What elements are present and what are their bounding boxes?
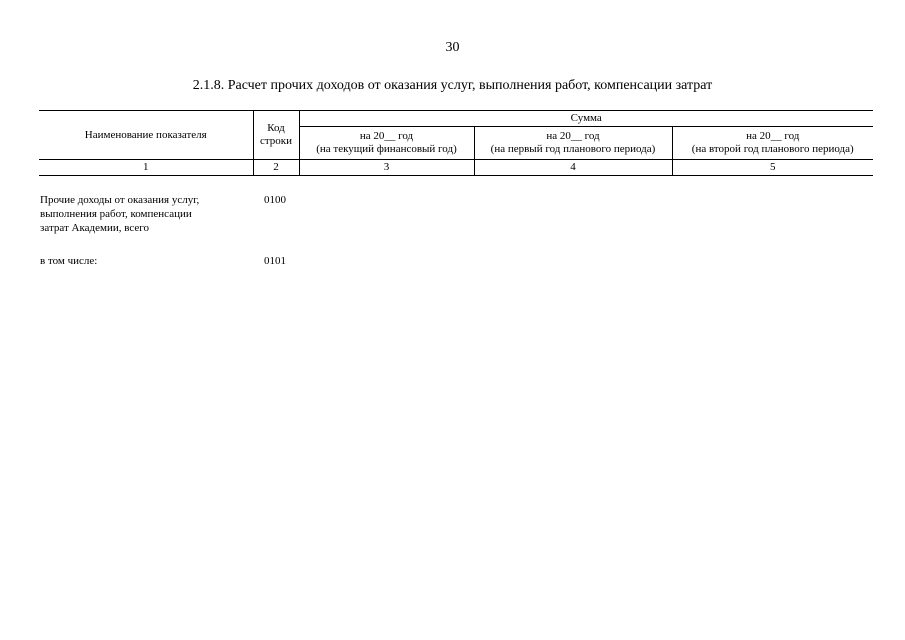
row-code: 0101	[264, 255, 286, 267]
header-col-sum: Сумма	[299, 111, 873, 127]
header-col4	[474, 127, 672, 160]
header-num-5: 5	[672, 160, 873, 176]
header-num-2: 2	[253, 160, 299, 176]
table-header	[39, 110, 873, 176]
header-col-name: Наименование показателя	[39, 111, 253, 160]
header-col4-line2: (на первый год планового периода)	[490, 143, 656, 155]
header-col5-line2: (на второй год планового периода)	[691, 143, 854, 155]
row-code: 0100	[264, 194, 286, 206]
header-col-code-line1: Код	[267, 122, 285, 134]
row-label	[40, 193, 199, 235]
header-col-code	[253, 111, 299, 160]
row-label: в том числе:	[40, 255, 98, 267]
header-col-code-line2: строки	[259, 135, 293, 147]
row-label-line2: выполнения работ, компенсации	[40, 208, 192, 220]
header-num-4: 4	[474, 160, 672, 176]
header-col3	[299, 127, 474, 160]
header-col5-line1: на 20__ год	[746, 130, 800, 142]
section-title: 2.1.8. Расчет прочих доходов от оказания услуг, выполнения работ, компенсации затрат	[192, 78, 713, 93]
header-col4-line1: на 20__ год	[546, 130, 600, 142]
header-col3-line2: (на текущий финансовый год)	[316, 143, 457, 155]
row-label-line3: затрат Академии, всего	[40, 222, 150, 234]
header-col5	[672, 127, 873, 160]
header-num-1: 1	[39, 160, 253, 176]
header-num-3: 3	[299, 160, 474, 176]
header-col3-line1: на 20__ год	[359, 130, 414, 142]
row-label-line1: Прочие доходы от оказания услуг,	[40, 194, 200, 206]
page-number: 30	[445, 40, 460, 55]
